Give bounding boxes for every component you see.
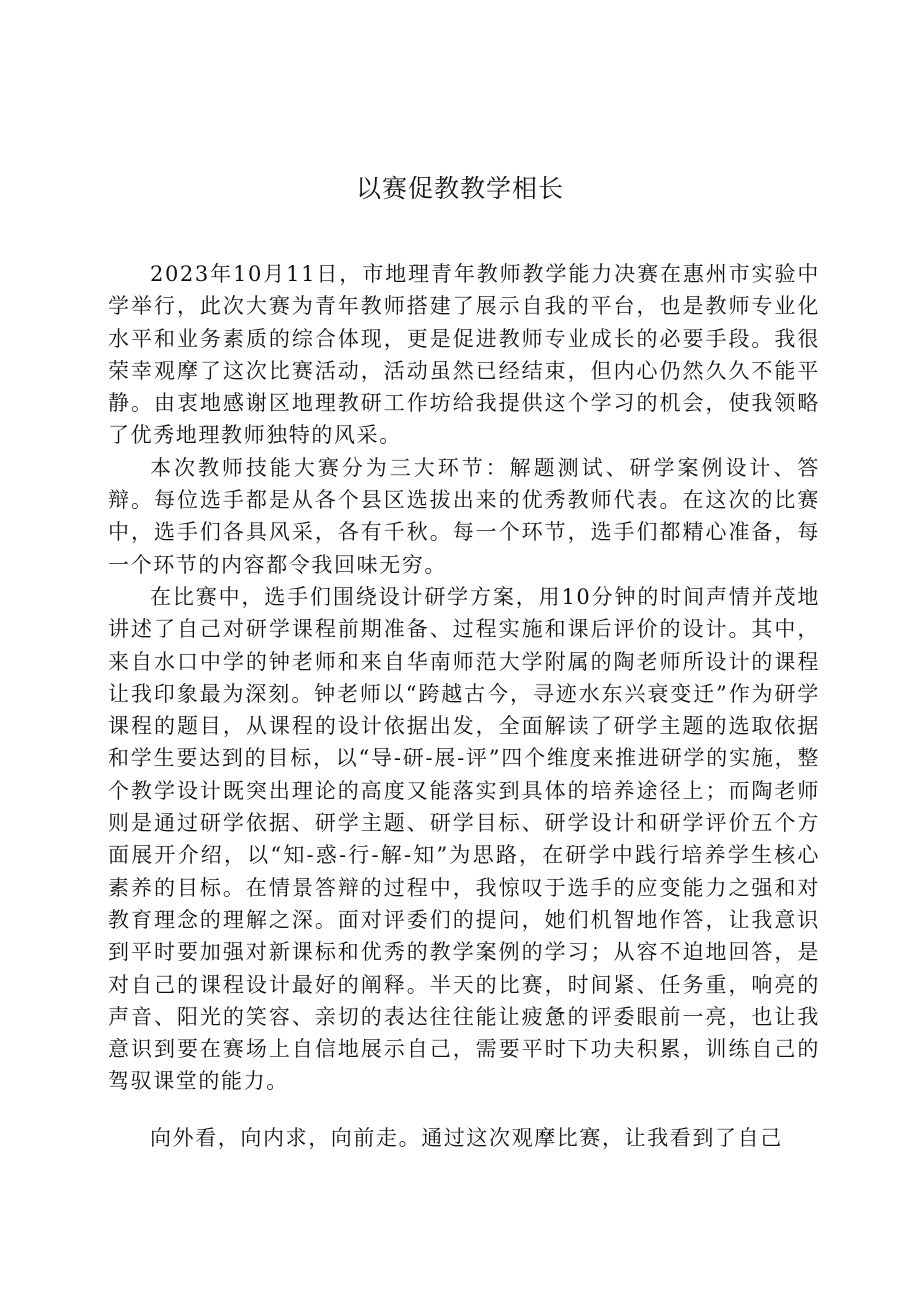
paragraph-reflection: 向外看，向内求，向前走。通过这次观摩比赛，让我看到了自己 (150, 1125, 783, 1150)
document-title: 以赛促教教学相长 (355, 174, 564, 203)
paragraph-competition-details: 在比赛中，选手们围绕设计研学方案，用10分钟的时间声情并茂地讲述了自己对研学课程前期准备、过程实施和课后评价的设计。其中，来自水口中学的钟老师和来自华南师范大学附属的陶老师所设计的课程让我印象最为深刻。钟老师以“跨越古今，寻迹水东兴衰变迁”作为研学课程的题目，从课程的设计依据出发，全面解读了研学主题的选取依据和学生要达到的目标，以“导-研-展-评”四个维度来推进研学的实施，整个教学设计既突出理论的高度又能落实到具体的培养途径上；而陶老师则是通过研学依据、研学主题、研学目标、研学设计和研学评价五个方面展开介绍，以“知-惑-行-解-知”为思路，在研学中践行培养学生核心素养的目标。在情景答辩的过程中，我惊叹于选手的应变能力之强和对教育理念的理解之深。面对评委们的提问，她们机智地作答，让我意识到平时要加强对新课标和优秀的教学案例的学习；从容不迫地回答，是对自己的课程设计最好的阐释。半天的比赛，时间紧、任务重，响亮的声音、阳光的笑容、亲切的表达往往能让疲惫的评委眼前一亮，也让我意识到要在赛场上自信地展示自己，需要平时下功夫积累，训练自己的驾驭课堂的能力。 (108, 584, 820, 1094)
document-body (108, 258, 820, 1154)
paragraph-competition-stages: 本次教师技能大赛分为三大环节：解题测试、研学案例设计、答辩。每位选手都是从各个县区选拔出来的优秀教师代表。在这次的比赛中，选手们各具风采，各有千秋。每一个环节，选手们都精心准备，每一个环节的内容都令我回味无穷。 (108, 455, 820, 577)
paragraph-intro: 2023年10月11日，市地理青年教师教学能力决赛在惠州市实验中学举行，此次大赛为青年教师搭建了展示自我的平台，也是教师专业化水平和业务素质的综合体现，更是促进教师专业成长的必要手段。我很荣幸观摩了这次比赛活动，活动虽然已经结束，但内心仍然久久不能平静。由衷地感谢区地理教研工作坊给我提供这个学习的机会，使我领略了优秀地理教师独特的风采。 (108, 262, 820, 448)
